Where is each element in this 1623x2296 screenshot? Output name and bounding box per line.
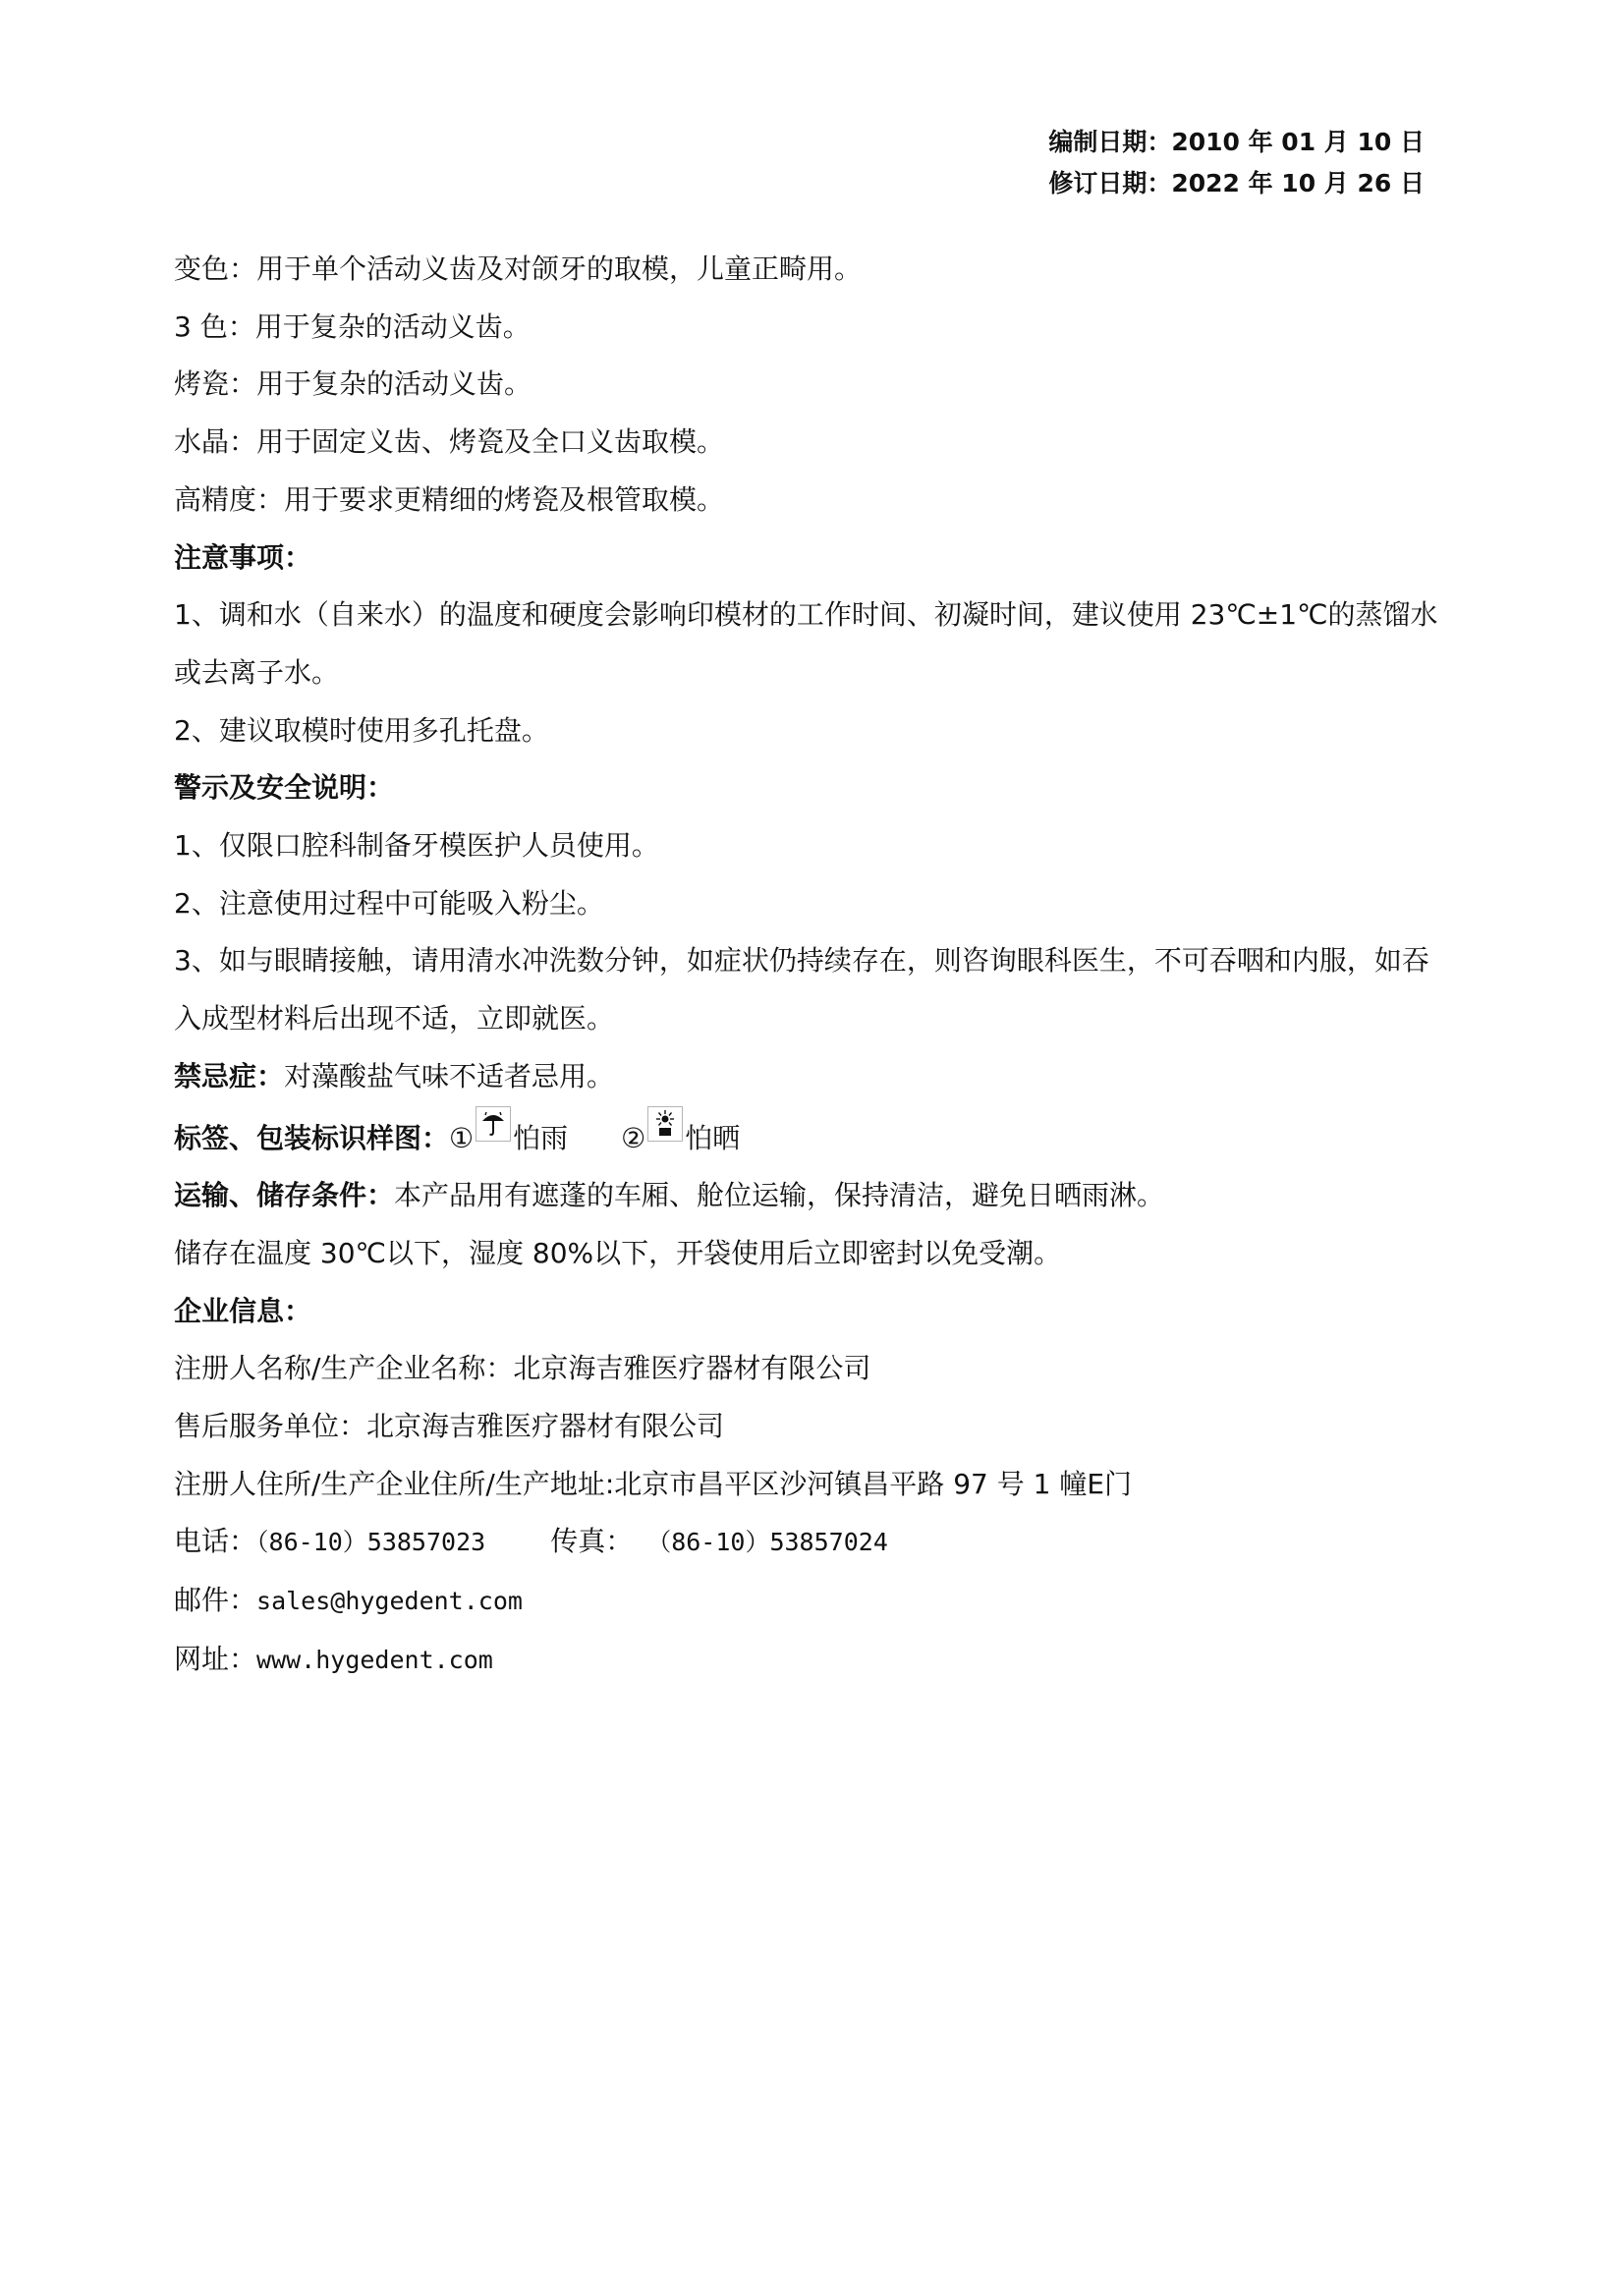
label-samples-line (174, 1106, 1510, 1168)
warnings-heading: 警示及安全说明： (174, 771, 395, 805)
usage-line: 高精度：用于要求更精细的烤瓷及根管取模。 (174, 482, 725, 516)
company-name: 注册人名称/生产企业名称：北京海吉雅医疗器材有限公司 (174, 1352, 871, 1385)
warning-line: 1、仅限口腔科制备牙模医护人员使用。 (174, 829, 659, 863)
company-address: 注册人住所/生产企业住所/生产地址:北京市昌平区沙河镇昌平路 97 号 1 幢E门 (174, 1467, 1133, 1500)
storage-label: 运输、储存条件： (174, 1179, 395, 1212)
phone-value: （86-10）53857023 (256, 1528, 486, 1557)
web-label: 网址： (174, 1642, 257, 1675)
company-email-line (174, 1572, 1510, 1631)
precaution-line: 或去离子水。 (174, 655, 340, 689)
usage-line: 3 色：用于复杂的活动义齿。 (174, 309, 531, 343)
label-item-number: ① (449, 1121, 475, 1154)
email-label: 邮件： (174, 1584, 257, 1617)
warning-line: 2、注意使用过程中可能吸入粉尘。 (174, 886, 604, 920)
usage-line: 变色：用于单个活动义齿及对颌牙的取模，儿童正畸用。 (174, 252, 863, 285)
warning-line: 入成型材料后出现不适，立即就医。 (174, 1002, 615, 1036)
label-item-text: 怕雨 (513, 1121, 569, 1154)
fax-label: 传真： (550, 1525, 634, 1558)
phone-label: 电话： (174, 1525, 257, 1558)
precaution-line: 2、建议取模时使用多孔托盘。 (174, 713, 549, 747)
storage-text: 本产品用有遮蓬的车厢、舱位运输，保持清洁，避免日晒雨淋。 (394, 1179, 1165, 1212)
storage-line: 储存在温度 30℃以下，湿度 80%以下，开袋使用后立即密封以免受潮。 (174, 1236, 1062, 1269)
revision-date: 修订日期：2022 年 10 月 26 日 (1048, 169, 1425, 197)
compile-date: 编制日期：2010 年 01 月 10 日 (1048, 128, 1425, 156)
fax-value: （86-10）53857024 (646, 1528, 888, 1557)
company-heading: 企业信息： (174, 1294, 312, 1327)
umbrella-icon (476, 1106, 511, 1142)
contraindication-text: 对藻酸盐气味不适者忌用。 (284, 1059, 615, 1092)
sun-icon (647, 1106, 683, 1142)
storage-line (174, 1167, 1510, 1225)
document-header (1048, 122, 1425, 204)
warning-line: 3、如与眼睛接触，请用清水冲洗数分钟，如症状仍持续存在，则咨询眼科医生，不可吞咽和内服，如吞 (174, 944, 1429, 978)
precaution-line: 1、调和水（自来水）的温度和硬度会影响印模材的工作时间、初凝时间，建议使用 23℃±1℃的蒸馏水 (174, 598, 1438, 632)
label-item-number: ② (621, 1121, 646, 1154)
document-body (174, 241, 1510, 1690)
label-item-text: 怕晒 (685, 1121, 741, 1154)
company-web-line (174, 1631, 1510, 1690)
web-value: www.hygedent.com (256, 1645, 493, 1674)
usage-line: 水晶：用于固定义齿、烤瓷及全口义齿取模。 (174, 425, 725, 459)
company-service: 售后服务单位：北京海吉雅医疗器材有限公司 (174, 1410, 725, 1443)
label-samples-label: 标签、包装标识样图： (174, 1121, 450, 1154)
company-contact-line (174, 1513, 1510, 1572)
contraindication-label: 禁忌症： (174, 1059, 285, 1092)
email-value: sales@hygedent.com (256, 1587, 523, 1616)
contraindication-line (174, 1048, 1510, 1106)
usage-line: 烤瓷：用于复杂的活动义齿。 (174, 367, 532, 401)
precautions-heading: 注意事项： (174, 540, 312, 574)
